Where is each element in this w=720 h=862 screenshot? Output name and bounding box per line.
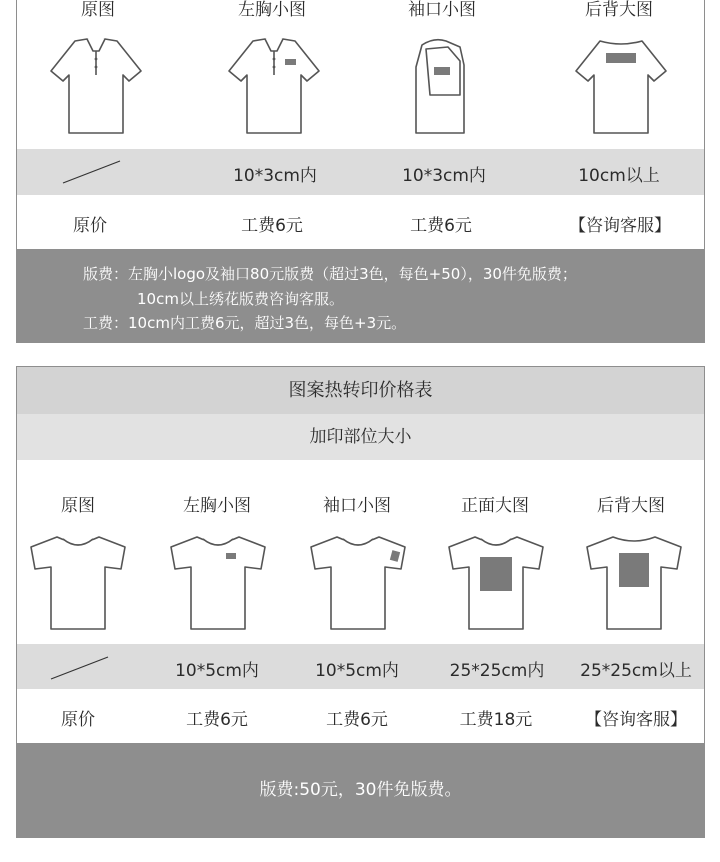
polo-note-line2: 10cm以上绣花版费咨询客服。 [137, 290, 344, 308]
polo-price-sleeve: 工费6元 [410, 216, 472, 236]
polo-price-row [17, 195, 704, 249]
heat-transfer-panel [16, 366, 705, 838]
polo-size-back: 10cm以上 [578, 166, 660, 186]
tee-price-back: 【咨询客服】 [585, 710, 687, 730]
polo-sleeve-icon [412, 37, 472, 137]
tee-price-row [17, 689, 704, 743]
polo-fee-note [17, 249, 704, 343]
tee-sleeve-icon [309, 535, 409, 631]
polo-label-left-chest: 左胸小图 [238, 0, 306, 20]
tee-size-row [17, 644, 704, 689]
tee-size-left-chest: 10*5cm内 [175, 661, 259, 681]
tee-price-original: 原价 [61, 710, 95, 730]
not-applicable-slash [50, 655, 110, 681]
not-applicable-slash [62, 159, 122, 185]
polo-price-back: 【咨询客服】 [569, 216, 671, 236]
polo-left-chest-icon [225, 37, 325, 137]
polo-price-original: 原价 [73, 216, 107, 236]
tee-price-left-chest: 工费6元 [186, 710, 248, 730]
tee-left-chest-icon [169, 535, 269, 631]
polo-label-sleeve: 袖口小图 [408, 0, 476, 20]
tee-label-front: 正面大图 [461, 496, 529, 516]
tee-back-icon [585, 535, 685, 631]
polo-label-original: 原图 [81, 0, 115, 20]
tee-front-icon [447, 535, 547, 631]
tee-fee-note: 版费:50元，30件免版费。 [17, 743, 704, 837]
polo-note-line3: 工费：10cm内工费6元，超过3色，每色+3元。 [83, 314, 407, 332]
polo-back-icon [572, 37, 672, 137]
tee-size-sleeve: 10*5cm内 [315, 661, 399, 681]
tee-size-back: 25*25cm以上 [580, 661, 692, 681]
tee-label-original: 原图 [61, 496, 95, 516]
tee-price-front: 工费18元 [459, 710, 533, 730]
tee-label-left-chest: 左胸小图 [183, 496, 251, 516]
polo-size-left-chest: 10*3cm内 [233, 166, 317, 186]
print-area-subtitle: 加印部位大小 [17, 414, 704, 460]
heat-transfer-title: 图案热转印价格表 [17, 367, 704, 414]
tee-size-front: 25*25cm内 [449, 661, 545, 681]
polo-note-line1: 版费：左胸小logo及袖口80元版费（超过3色，每色+50），30件免版费； [83, 265, 577, 283]
polo-front-icon [47, 37, 147, 137]
tee-original-icon [29, 535, 129, 631]
polo-size-sleeve: 10*3cm内 [402, 166, 486, 186]
tee-price-sleeve: 工费6元 [326, 710, 388, 730]
polo-label-back: 后背大图 [585, 0, 653, 20]
polo-price-left-chest: 工费6元 [241, 216, 303, 236]
tee-label-back: 后背大图 [597, 496, 665, 516]
polo-price-panel [16, 0, 705, 343]
polo-size-row [17, 149, 704, 195]
tee-label-sleeve: 袖口小图 [323, 496, 391, 516]
